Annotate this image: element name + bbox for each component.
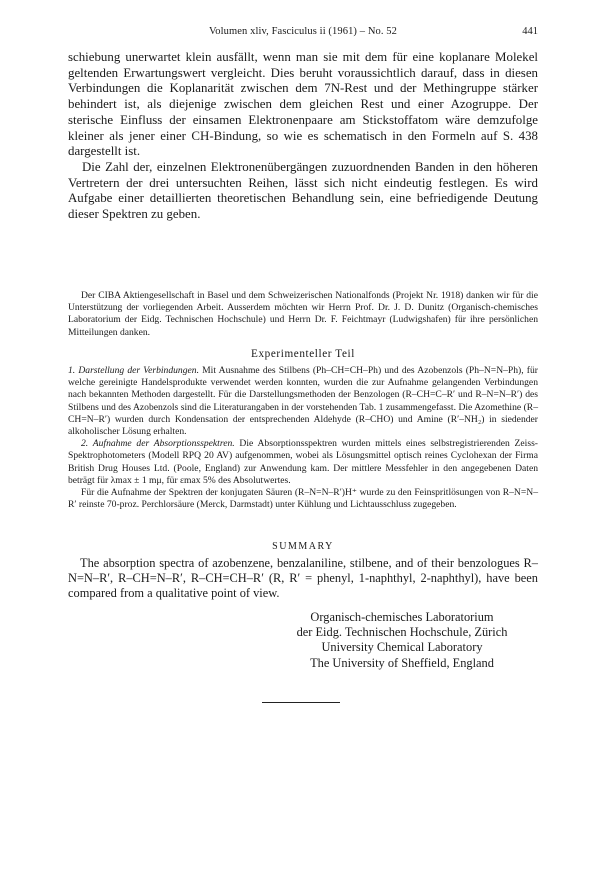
affiliation-line: University Chemical Laboratory bbox=[321, 640, 483, 655]
experimental-paragraph-1-text: Mit Ausnahme des Stilbens (Ph–CH=CH–Ph) und des Azobenzols (Ph–N=N–Ph), für welche gereinigte Handelsprodukte verwendet werden konnten, wurden die zur Aufnahme gelangenden Verbindungen nach bekannten Methoden dargestellt. Für die Darstellungsmethoden der Benzologen (R–CH=C–R′ und R–N=N–R′) des Stilbens und des Azobenzols sind die Literaturangaben in der vorstehenden Tab. 1 zusammengefasst. Die Azomethine (R–CH=N–R′) wurden durch Kondensation der entsprechenden Aldehyde (R–CHO) und Amine (R′–NH₂) in siedender alkoholischer Lösung erhalten. bbox=[68, 365, 538, 438]
page-number: 441 bbox=[522, 26, 538, 37]
summary-section bbox=[68, 541, 538, 552]
acknowledgment-block bbox=[68, 290, 538, 339]
subheading-darstellung: 1. Darstellung der Verbindungen. bbox=[68, 365, 199, 376]
subheading-aufnahme: 2. Aufnahme der Absorptionsspektren. bbox=[81, 438, 235, 450]
summary-title: SUMMARY bbox=[272, 541, 334, 552]
affiliation-line: Organisch-chemisches Laboratorium bbox=[310, 610, 494, 624]
affiliations bbox=[272, 610, 532, 671]
running-header bbox=[68, 26, 538, 42]
end-rule bbox=[262, 702, 340, 703]
summary-text: The absorption spectra of azobenzene, benzalaniline, stilbene, and of their benzologues R–N=N–R′, R–CH=N–R′, R–CH=CH–R′ (R, R′ = phenyl, 1-naphthyl, 2-naphthyl), have been compared from a qualitative point of view. bbox=[68, 556, 538, 600]
body-paragraph-2: Die Zahl der, einzelnen Elektronenübergängen zuzuordnenden Banden in den höheren Vertretern der drei untersuchten Reihen, lässt sich nicht eindeutig festlegen. Es wird Aufgabe einer detaillierten theoretischen Behandlung sein, eine befriedigende Deutung dieser Spektren zu geben. bbox=[68, 159, 538, 222]
summary-body bbox=[68, 556, 538, 601]
affiliation-line: der Eidg. Technischen Hochschule, Zürich bbox=[296, 625, 508, 640]
experimental-paragraph-2-text: Die Absorptionsspektren wurden mittels eines selbstregistrierenden Zeiss-Spektrophotometers (Modell RPQ 20 AV) aufgenommen, wobei als Lösungsmittel optisch reines Cyclohexan der Firma British Drug Houses Ltd. (Poole, England) zur Anwendung kam. Der mittlere Messfehler in den angegebenen Daten beträgt für λmax ± 1 mμ, für εmax 5% des Absolutwertes. bbox=[68, 438, 538, 486]
experimental-paragraph-3: Für die Aufnahme der Spektren der konjugaten Säuren (R–N=N–R′)H⁺ wurde zu den Feinspritlösungen von R–N=N–R′ reinste 70-proz. Perchlorsäure (Merck, Darmstadt) unter Kühlung und Lichtausschluss zugegeben. bbox=[68, 487, 538, 511]
experimental-section bbox=[68, 348, 538, 360]
section-title-experimental: Experimenteller Teil bbox=[251, 348, 355, 360]
experimental-paragraph-1 bbox=[68, 365, 538, 438]
main-text bbox=[68, 50, 538, 223]
running-title: Volumen xliv, Fasciculus ii (1961) – No. 52 bbox=[208, 26, 398, 37]
body-paragraph-1: schiebung unerwartet klein ausfällt, wenn man sie mit dem für eine koplanare Molekel geltenden Erwartungswert vergleicht. Dies beruht voraussichtlich darauf, dass in diesen Verbindungen die Koplanarität zwischen dem 7N-Rest und der Methingruppe stärker behindert ist, als diejenige zwischen dem gleichen Rest und einer Azogruppe. Der sterische Einfluss der einsamen Elektronenpaare am Stickstoffatom wäre demzufolge kleiner als jener einer CH-Bindung, so wie es schematisch in den Formeln auf S. 438 dargestellt ist. bbox=[68, 50, 538, 159]
experimental-body bbox=[68, 365, 538, 511]
affiliation-line: The University of Sheffield, England bbox=[310, 655, 494, 670]
acknowledgment-text: Der CIBA Aktiengesellschaft in Basel und dem Schweizerischen Nationalfonds (Projekt Nr. 1918) danken wir für die Unterstützung der vorliegenden Arbeit. Ausserdem möchten wir Herrn Prof. Dr. J. D. Dunitz (Organisch-chemisches Laboratorium der Eidg. Technischen Hochschule) und Herrn Dr. F. Feichtmayr (Ludwigshafen) für ihre persönlichen Mitteilungen danken. bbox=[68, 290, 538, 338]
experimental-paragraph-2 bbox=[68, 438, 538, 487]
